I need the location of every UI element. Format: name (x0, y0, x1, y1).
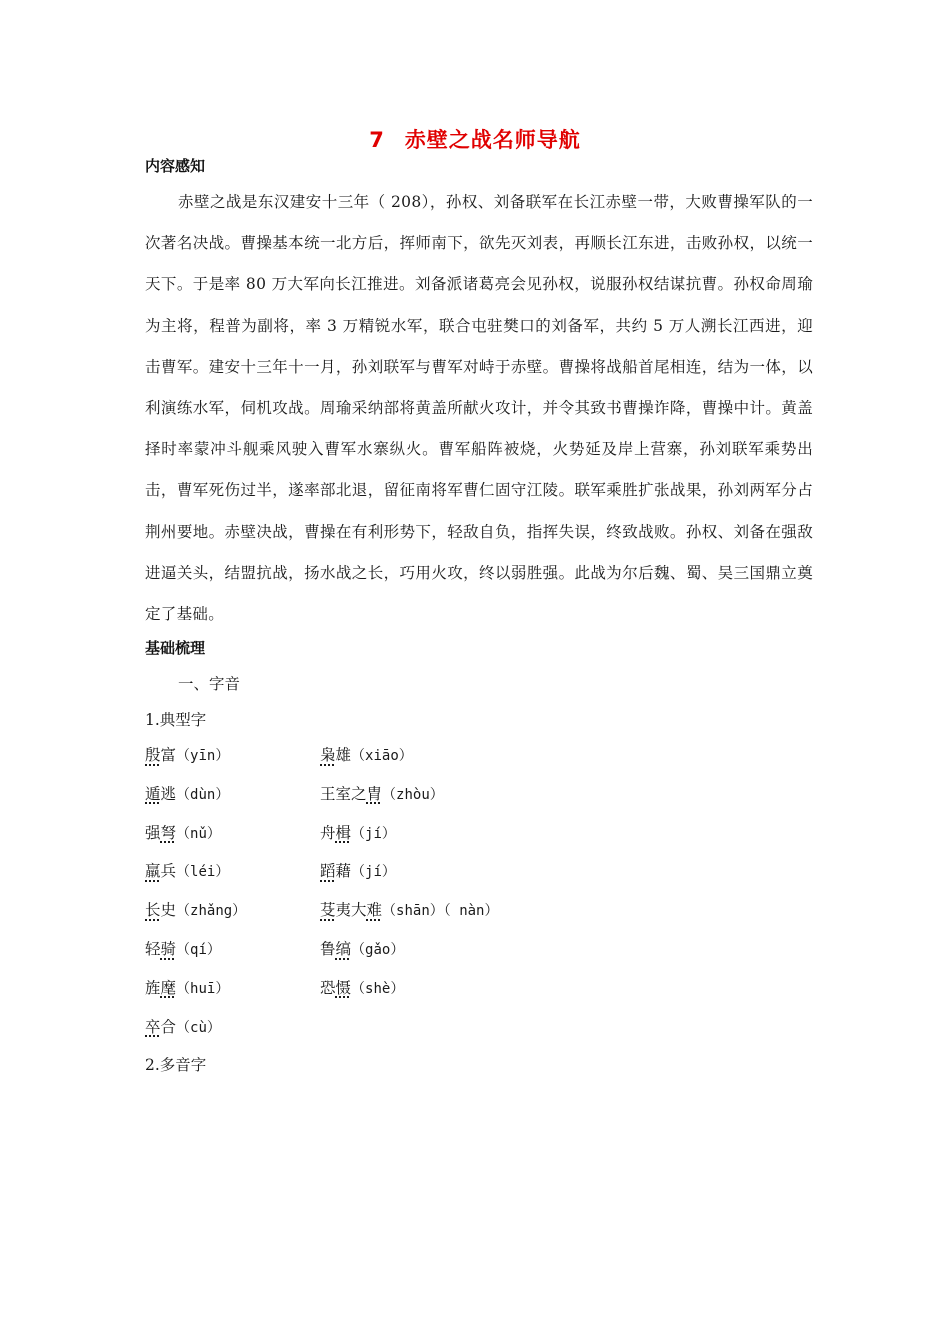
emphasized-char: 长 (145, 901, 161, 920)
word-item-right (320, 937, 404, 959)
word-text: 舟 (320, 823, 336, 842)
emphasized-char: 缟 (335, 940, 352, 958)
pinyin: （zhòu） (382, 786, 444, 803)
subheading-pronunciation: 一、字音 (178, 675, 241, 693)
word-item-right (320, 782, 444, 804)
pinyin: （dùn） (176, 786, 230, 803)
emphasized-char: 蹈 (320, 862, 336, 881)
pinyin: （yīn） (176, 748, 230, 764)
subheading-polyphonic: 2.多音字 (145, 1056, 207, 1074)
content-paragraph: 赤壁之战是东汉建安十三年（ 208），孙权、刘备联军在长江赤壁一带，大败曹操军队的一次著名决战。曹操基本统一北方后，挥师南下，欲先灭刘表，再顺长江东进，击败孙权，以统一天下。于是率 80 万大军向长江推进。刘备派诸葛亮会见孙权，说服孙权结谋抗曹。孙权命周瑜为主将，程普为副将，率 3 万精锐水军，联合屯驻樊口的刘备军，共约 5 万人溯长江西进，迎击曹军。建安十三年十一月，孙刘联军与曹军对峙于赤壁。曹操将战船首尾相连，结为一体，以利演练水军，伺机攻战。周瑜采纳部将黄盖所献火攻计，并令其致书曹操诈降，曹操中计。黄盖择时率蒙冲斗舰乘风驶入曹军水寨纵火。曹军船阵被烧，火势延及岸上营寨，孙刘联军乘势出击，曹军死伤过半，遂率部北退，留征南将军曹仁固守江陵。联军乘胜扩张战果，孙刘两军分占荆州要地。赤壁决战，曹操在有利形势下，轻敌自负，指挥失误，终致战败。孙权、刘备在强敌进逼关头，结盟抗战，扬水战之长，巧用火攻，终以弱胜强。此战为尔后魏、蜀、吴三国鼎立奠定了基础。 (145, 193, 813, 624)
word-item-right (320, 743, 413, 765)
emphasized-char: 卒 (145, 1017, 161, 1036)
pinyin: （cù） (176, 1019, 221, 1036)
word-text: 兵 (160, 862, 177, 881)
emphasized-char: 骑 (160, 940, 177, 958)
emphasized-char: 殷 (145, 746, 161, 764)
word-text: 雄 (335, 746, 352, 764)
word-item-right (320, 821, 396, 843)
page-title (0, 124, 950, 154)
word-text: 强 (145, 823, 161, 842)
word-item-left (145, 898, 246, 920)
pinyin: （shān）（ nàn） (382, 903, 499, 920)
word-item-left (145, 859, 229, 881)
pinyin: （zhǎng） (176, 903, 247, 920)
pinyin: （shè） (351, 980, 405, 997)
word-text: 史 (160, 901, 177, 920)
emphasized-char: 慑 (335, 978, 352, 997)
pinyin: （nǔ） (176, 825, 221, 842)
emphasized-char: 羸 (145, 862, 161, 881)
word-item-left (145, 743, 229, 765)
pinyin: （xiāo） (351, 748, 413, 764)
word-item-right (320, 859, 396, 881)
pinyin: （qí） (176, 942, 221, 958)
word-text: 富 (160, 746, 177, 764)
word-item-left (145, 782, 229, 804)
word-text: 旌 (145, 978, 161, 997)
section-heading-content: 内容感知 (145, 157, 206, 175)
emphasized-char: 胄 (366, 784, 383, 803)
word-item-left (145, 821, 221, 843)
emphasized-char: 弩 (160, 823, 177, 842)
word-item-left (145, 937, 221, 959)
word-item-right (320, 976, 404, 998)
emphasized-char: 芟 (320, 901, 336, 920)
word-text: 鲁 (320, 940, 336, 958)
pinyin: （léi） (176, 864, 230, 881)
emphasized-char: 难 (366, 901, 383, 920)
word-text: 合 (160, 1017, 177, 1036)
word-item-left (145, 976, 229, 998)
word-text: 藉 (335, 862, 352, 881)
emphasized-char: 遁 (145, 784, 161, 803)
section-heading-basics: 基础梳理 (145, 639, 206, 657)
word-item-left (145, 1015, 221, 1037)
chapter-number: 7 (369, 128, 385, 152)
emphasized-char: 楫 (335, 823, 352, 842)
word-text: 恐 (320, 978, 336, 997)
word-text: 王室之 (320, 784, 367, 803)
pinyin: （gǎo） (351, 942, 405, 958)
word-text: 逃 (160, 784, 177, 803)
subheading-typical-chars: 1.典型字 (145, 711, 207, 729)
pinyin: （huī） (176, 980, 230, 997)
emphasized-char: 枭 (320, 746, 336, 764)
chapter-title: 赤壁之战名师导航 (404, 128, 581, 152)
pinyin: （jí） (351, 825, 396, 842)
emphasized-char: 麾 (160, 978, 177, 997)
word-text: 夷大 (335, 901, 367, 920)
pinyin: （jí） (351, 864, 396, 881)
word-text: 轻 (145, 940, 161, 958)
word-item-right (320, 898, 498, 920)
